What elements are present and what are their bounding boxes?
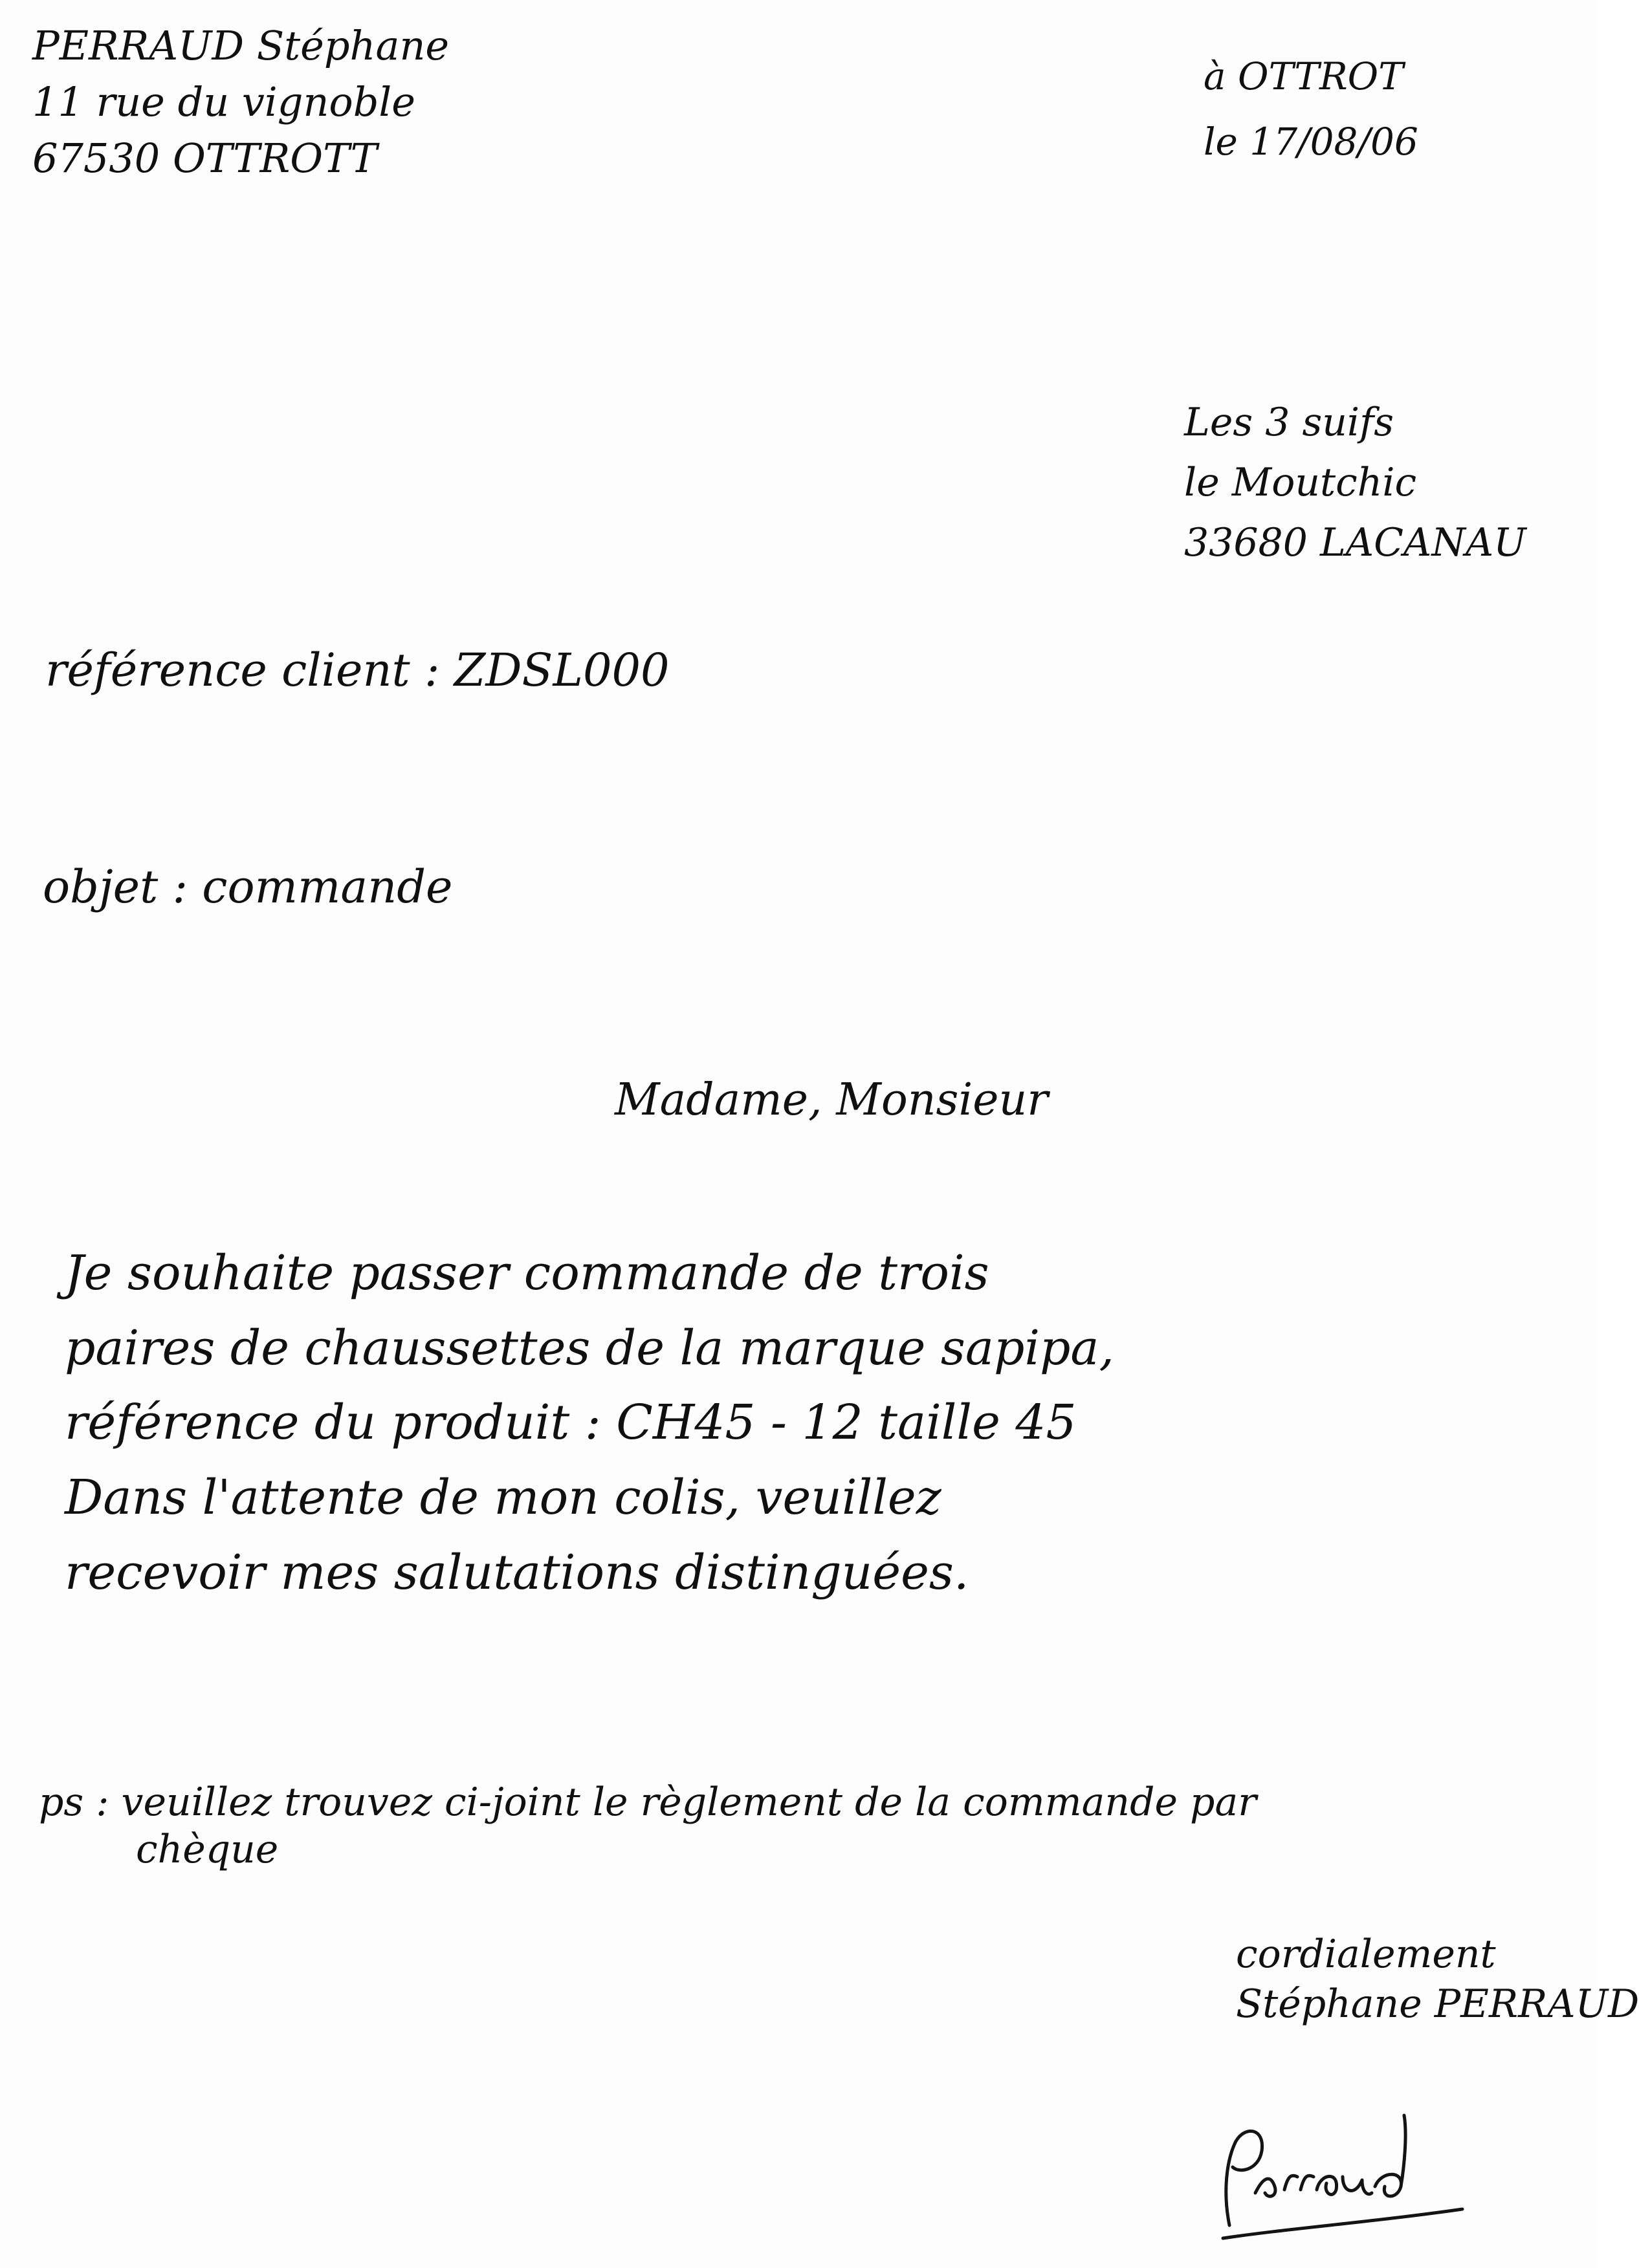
letter-subject: objet : commande [43, 860, 453, 913]
postscript [39, 1782, 1257, 1877]
sender-name: PERRAUD Stéphane [32, 22, 450, 69]
letter-body [65, 1245, 1115, 1622]
sender-street: 11 rue du vignoble [32, 78, 415, 126]
closing [1236, 1934, 1639, 2034]
sender-city: 67530 OTTROTT [32, 135, 377, 182]
recipient-city: 33680 LACANAU [1184, 520, 1526, 565]
recipient-street: le Moutchic [1184, 460, 1417, 505]
recipient-company: Les 3 suifs [1184, 400, 1394, 445]
signature-drawing [1210, 2096, 1482, 2245]
body-line: recevoir mes salutations distinguées. [65, 1544, 969, 1600]
recipient-address [1184, 402, 1526, 583]
client-reference: référence client : ZDSL000 [45, 644, 670, 697]
postscript-line: ps : veuillez trouvez ci-joint le règlement de la commande par [39, 1780, 1257, 1825]
handwritten-signature [1210, 2096, 1482, 2245]
salutation: Madame, Monsieur [615, 1074, 1048, 1126]
place-and-date [1204, 54, 1418, 188]
body-line: Je souhaite passer commande de trois [65, 1245, 989, 1301]
body-line: paires de chaussettes de la marque sapipa, [65, 1320, 1115, 1376]
closing-formula: cordialement [1236, 1932, 1496, 1977]
postscript-line: chèque [136, 1827, 279, 1872]
closing-signatory: Stéphane PERRAUD [1236, 1981, 1639, 2027]
letter-place: à OTTROT [1204, 54, 1403, 98]
letter-date: le 17/08/06 [1204, 119, 1418, 164]
body-line: référence du produit : CH45 - 12 taille 45 [65, 1395, 1077, 1451]
sender-address [32, 22, 450, 193]
body-line: Dans l'attente de mon colis, veuillez [65, 1470, 941, 1526]
